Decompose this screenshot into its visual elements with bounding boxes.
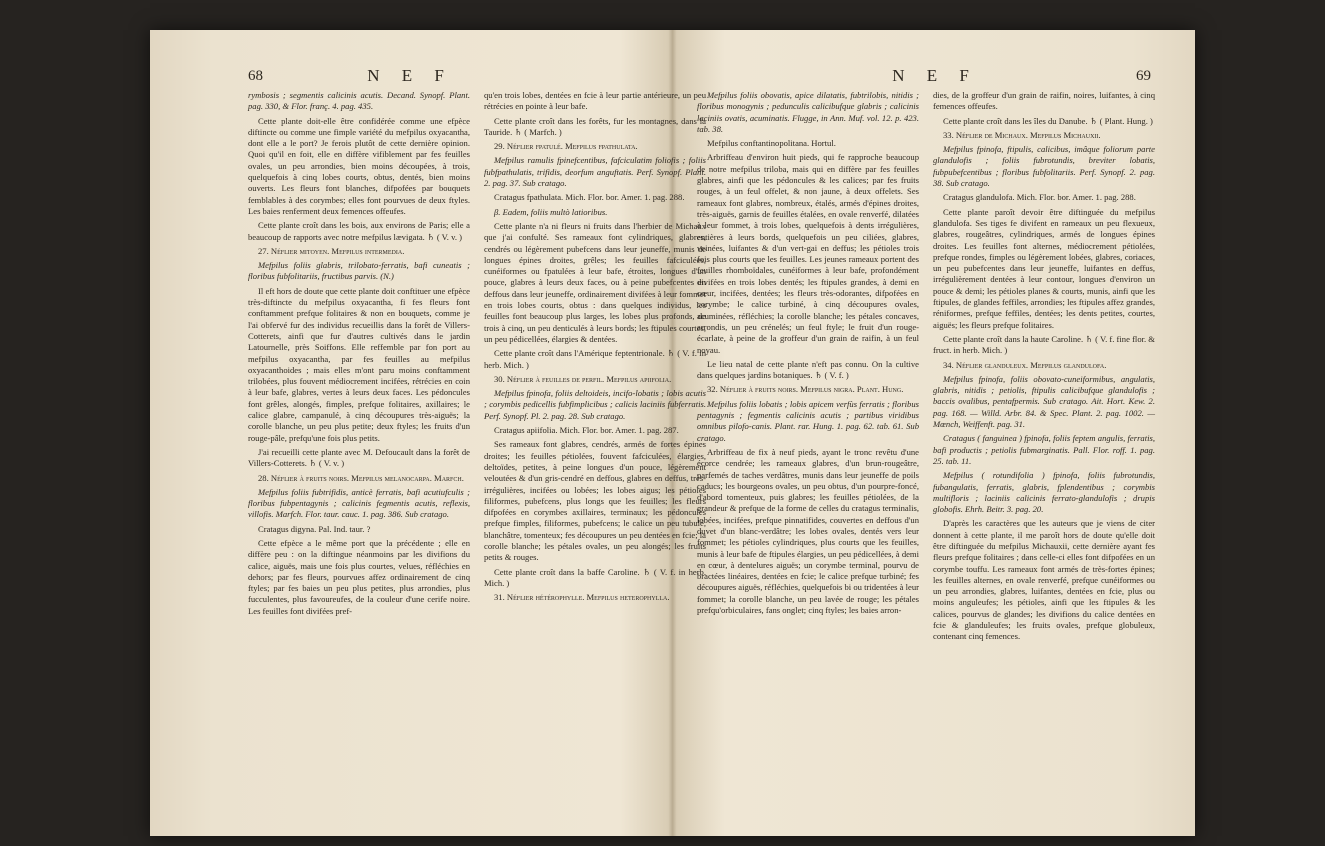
paragraph: Mefpilus ramulis fpinefcentibus, fafciculatim foliofis ; foliis fubfpathulatis, trifidis, deorfum anguftatis. Perf. Synopf. Plant. 2. pag. 37. Sub cratago. [484, 155, 706, 189]
paragraph: Cette plante croît dans l'Amérique feptentrionale. ♄ ( V. f. in herb. Mich. ) [484, 348, 706, 370]
paragraph: Cette plante croît dans la haute Caroline. ♄ ( V. f. fine flor. & fruct. in herb. Mich. ) [933, 333, 1155, 356]
paragraph: Cette plante croît dans la baffe Caroline. ♄ ( V. f. in herb. Mich. ) [484, 566, 706, 588]
paragraph: Cette plante croît dans les îles du Danube. ♄ ( Plant. Hung. ) [943, 115, 1153, 126]
paragraph: Mefpilus foliis fubtrifidis, anticè ferratis, bafi acutiufculis ; floribus fubpentagynis ; calicinis fegmentis acutis, reflexis, villofis. Marfch. Flor. taur. cauc. 1. pag. 386. Sub cratago. [248, 486, 470, 520]
paragraph: 30. Néflier à feuilles de perfil. Mefpilus apiifolia. [494, 373, 672, 384]
paragraph: Cratagus apiifolia. Mich. Flor. bor. Amer. 1. pag. 287. [494, 425, 679, 436]
paragraph: Mefpilus fpinofa, foliis deltoideis, incifo-lobatis ; lobis acutis ; corymbis pedicellis fubfimplicibus ; calicis laciniis fubferratis. Perf. Synopf. Pl. 2. pag. 28. Sub cratago. [484, 388, 706, 421]
paragraph: Cette plante paroît devoir être diftinguée du mefpilus glandulofa. Ses tiges fe divifent en rameaux un peu flexueux, glabres, rougeâtres, cylindriques, armés de longues épines droites. Les feuilles font alternes, médiocrement pétiolées, prefque rondes, fimples ou légèrement lobées, glabres, coriaces, un peu pubefcentes dans leur jeuneffe, luifantes en deffus, irrégulièrement dentées à leur contour, longues d'environ un pouce & demi; les pétioles planes & courts, munis, ainfi que les ftipules, de glandes feffiles, arrondies; les ftipules affez grandes, réniformes, prefque feffiles, dentées; les dents petites, courtes, aiguës; les fleurs prefque folitaires. [933, 206, 1155, 330]
paragraph: 31. Néflier hétérophylle. Mefpilus heterophylla. [494, 592, 670, 603]
paragraph: rymbosis ; segmentis calicinis acutis. Decand. Synopf. Plant. pag. 330, & Flor. franç. 4. pag. 435. [248, 90, 470, 112]
paragraph: Mefpilus foliis glabris, trilobato-ferratis, bafi cuneatis ; floribus fubfolitariis, fructibus parvis. (N.) [248, 260, 470, 282]
paragraph: Cette plante croît dans les bois, aux environs de Paris; elle a beaucoup de rapports avec notre mefpilus lævigata. ♄ ( V. v. ) [248, 220, 470, 242]
paragraph: Arbriffeau de fix à neuf pieds, ayant le tronc revêtu d'une écorce cendrée; les rameaux glabres, d'un brun-rougeâtre, parfemés de taches verdâtres, munis dans leur jeuneffe de poils caducs; les bourgeons ovales, un peu obtus, d'un pourpre-foncé, d'abord tomenteux, puis glabres; les feuilles pétiolées, de la grandeur & prefque de la forme de celles du cratagus terminalis, lobées, incifées, prefque pinnatifides, couvertes en deffous d'un duvet d'un blanc-verdâtre; les lobes ovales, dentés vers leur fommet; les pétioles cylindriques, plus courts que les feuilles, munis à leur bafe de ftipules élargies, un peu pédicellées, à demi en cœur, à dentelures aiguës; un corymbe terminal, pourvu de bractées linéaires, dentées en fcie; le calice prefque turbiné; fes découpures aiguës, réfléchies, quelquefois bi ou tridentées à leur fommet; la corolle blanche, un peu lavée de rouge; les pétales prefqu'orbiculaires, fans onglet; cinq ftyles; les baies arron- [697, 446, 919, 616]
paragraph: dies, de la groffeur d'un grain de raifin, noires, luifantes, à cinq femences offeufes. [933, 90, 1155, 112]
paragraph: 27. Néflier mitoyen. Mefpilus intermedia. [258, 245, 405, 256]
paragraph: Le lieu natal de cette plante n'eft pas connu. On la cultive dans quelques jardins botaniques. ♄ ( V. f. ) [697, 358, 919, 381]
right-page-column-2 [933, 90, 1155, 646]
paragraph: D'après les caractères que les auteurs que je viens de citer donnent à cette plante, il me paroît hors de doute qu'elle doit être diftinguée du mefpilus Michauxii, cette dernière ayant fes fleurs prefque folitaires ; dans celle-ci elles font difpofées en un corymbe touffu. Les rameaux font armés de très-fortes épines; les feuilles alternes, en ovale renverfé, prefque cunéiformes ou un peu arrondies, glabres, luifantes, dentées en fcie, plus ou moins anguleufes; les pétioles, ainfi que les ftipules & les calices, pourvus de glandes; les divifions du calice dentées en fcie & glanduleufes; les fruits ovales, prefque globuleux, contenant cinq femences. [933, 518, 1155, 642]
paragraph: Mefpilus ( rotundifolia ) fpinofa, foliis fubrotundis, fubangulatis, ferratis, glabris, fplendentibus ; corymbis multifloris ; laciniis calicinis ferrato-glandulofis ; drupis globofis. Ehrh. Beitr. 3. pag. 20. [933, 470, 1155, 515]
left-page-header [150, 66, 670, 90]
paragraph: Cratagus digyna. Pal. Ind. taur. ? [258, 523, 371, 534]
paragraph: Arbriffeau d'environ huit pieds, qui fe rapproche beaucoup de notre mefpilus triloba, mais qui en diffère par fes feuilles glabres, ainfi que les pédoncules & les calices; par fes fruits rouges, à un feul offelet, & non jaune, à deux offelets. Ses rameaux font glabres, nombreux, étalés, armés d'épines droites, très-aiguës, garnis de feuilles étalées, en ovale renverfé, dilatées à leur fommet, à trois lobes, quelquefois à dents irrégulières, entières à leurs bords, quelquefois un peu ciliées, glabres, veinées, luifantes & d'un vert-gai en deffus; les pétioles trois fois plus courts que les feuilles. Les jeunes rameaux portent des feuilles rhomboïdales, cunéiformes à leur bafe, profondément divifées en trois lobes dentés; les ftipules grandes, à demi en cœur, incifées, dentées; les fleurs très-odorantes, difpofées en corymbe; le calice turbiné, à cinq découpures ovales, acuminées, réfléchies; la corolle blanche; les pétales concaves, arrondis, un peu crénelés; un feul ftyle; le fruit d'un rouge-écarlate, à peine de la groffeur d'un grain de raifin, à un feul noyau. [697, 152, 919, 355]
right-page-number: 69 [1136, 68, 1151, 84]
paragraph: Mefpilus fpinofa, ftipulis, calicibus, imâque foliorum parte glandulofis ; foliis fubrotundis, breviter lobatis, fubpubefcentibus ; floribus fubfolitariis. Perf. Synopf. 2. pag. 38. Sub cratago. [933, 144, 1155, 189]
paragraph: Cette plante croît dans les forêts, fur les montagnes, dans la Tauride. ♄ ( Marfch. ) [484, 115, 706, 137]
paragraph: J'ai recueilli cette plante avec M. Defoucault dans la forêt de Villers-Cotterets. ♄ ( V. v. ) [248, 446, 470, 469]
right-page [675, 30, 1195, 836]
paragraph: Cratagus fpathulata. Mich. Flor. bor. Amer. 1. pag. 288. [494, 192, 685, 203]
left-page-column-1 [248, 90, 470, 620]
paragraph: 32. Néflier à fruits noirs. Mefpilus nigra. Plant. Hung. [707, 384, 904, 395]
right-page-header [675, 66, 1195, 90]
paragraph: 28. Néflier à fruits noirs. Mefpilus melanocarpa. Marfch. [258, 472, 464, 483]
paragraph: Mefpilus foliis lobatis ; lobis apicem verfùs ferratis ; floribus pentagynis ; fegmentis calicinis acutis ; partibus viridibus omnibus pilofo-canis. Plant. rar. Hung. 1. pag. 62. tab. 61. Sub cratago. [697, 398, 919, 443]
paragraph: qu'en trois lobes, dentées en fcie à leur partie antérieure, un peu rétrécies en pointe à leur bafe. [484, 90, 706, 112]
paragraph: Cratagus glandulofa. Mich. Flor. bor. Amer. 1. pag. 288. [943, 192, 1136, 203]
paragraph: Cette plante n'a ni fleurs ni fruits dans l'herbier de Michaux que j'ai confulté. Ses rameaux font cylindriques, glabres, cendrés ou légèrement pubefcens dans leur jeuneffe, munis de longues épines droites, grêles; les feuilles fafciculées, cunéiformes ou fpatulées à leur bafe, étroites, longues d'un pouce, glabres à leurs deux faces, ou à peine pubefcentes en deffous dans leur jeuneffe, ordinairement divifées à leur fommet en trois lobes courts, obtus : dans quelques individus, les feuilles font beaucoup plus larges, les lobes plus profonds, de trois à cinq, un peu denticulés à leurs bords; les ftipules courtes, un peu pédicellées, élargies & dentées. [484, 220, 706, 344]
left-page-column-2 [484, 90, 706, 606]
paragraph: Il eft hors de doute que cette plante doit conftituer une efpèce très-diftincte du mefpilus oxyacantha, fi fes fleurs font conftamment prefque folitaires & non en bouquets, comme je l'ai obfervé fur des individus recueillis dans la forêt de Villers-Cotterets, ainfi que fur d'autres cultivés dans le jardin Latournelle, près Soiffons. Elle reffemble par fon port au mefpilus oxyacantha, par fes feuilles au mefpilus oxyacanthoides ; mais elles m'ont paru moins conftamment trilobées, plus fouvent médiocrement incifées, rétrécies en coin à leur bafe, glabres, vertes à leurs deux faces. Les pédoncules font grêles, alongés, fimples, prefque folitaires, axillaires; le calice glabre, campanulé, à cinq découpures très-aiguës; la corolle blanche, un peu plus petite; deux ftyles; les fruits d'un rouge-pâle, prefqu'une fois plus petits. [248, 285, 470, 443]
paragraph: Mefpilus conftantinopolitana. Hortul. [707, 138, 836, 149]
left-page-number: 68 [248, 68, 263, 84]
paragraph: 34. Néflier glanduleux. Mefpilus glandulofa. [943, 359, 1107, 370]
paragraph: 29. Néflier fpatulé. Mefpilus fpathulata. [494, 141, 638, 152]
paragraph: Ses rameaux font glabres, cendrés, armés de fortes épines droites; les feuilles pétiolées, fouvent fafciculées, élargies, deltoïdes, petites, à peine longues d'un pouce, légèrement veloutées & d'un gris-cendré en deffous, glabres en deffus, très-irrégulières, incifées ou lobées; les lobes aigus; les pétioles filiformes, pubefcens, plus longs que les feuilles; les fleurs difpofées en corymbes axillaires, terminaux; les pédoncules prefque fimples, filiformes, pubefcens; le calice un peu tubulé, blanchâtre, tomenteux; fes découpures un peu dentées en fcie; la corolle blanche; les pétales ovales, un peu alongés; les fruits petits & rouges. [484, 439, 706, 563]
paragraph: Cette efpèce a le même port que la précédente ; elle en diffère peu : on la diftingue néanmoins par les divifions du calice, aiguës, mais une fois plus courtes, velues, réfléchies en dehors; par fes fleurs, pourvues affez ordinairement de cinq ftyles; par fes baies un peu plus petites, plus arrondies, plus fucculentes, plus favoureufes, de la couleur d'une cerife noire. Les feuilles font divifées pref- [248, 537, 470, 616]
paragraph: Cette plante doit-elle être confidérée comme une efpèce diftincte ou comme une fimple variété du mefpilus oxyacantha, dont elle a le port? Je ferois plutôt de cette dernière opinion. Quoi qu'il en foit, elle en diffère vifiblement par fes feuilles ovales, un peu arrondies, bien moins découpées, à trois, quelquefois à cinq lobes courts, obtus, dentés, bien moins ouverts. Les fleurs font blanches, difpofées par bouquets femblables à des corymbes; elles font pourvues de deux ftyles. Les baies renferment deux femences offeufes. [248, 115, 470, 216]
paragraph: Mefpilus fpinofa, foliis obovato-cuneiformibus, angulatis, glabris, nitidis ; petiolis, ftipulis calicibufque glandulofis ; baccis ovalibus, pentafpermis. Sub cratago. Ait. Hort. Kew. 2. pag. 168. — Willd. Arbr. 84. & Spec. Plant. 2. pag. 1002. — Mœnch, Weiffenft. pag. 31. [933, 373, 1155, 430]
paragraph: 33. Néflier de Michaux. Mefpilus Michauxii. [943, 129, 1101, 140]
right-page-column-1 [697, 90, 919, 619]
paragraph: β. Eadem, foliis multò latioribus. [494, 206, 608, 217]
paragraph: Mefpilus foliis obovatis, apice dilatatis, fubtrilobis, nitidis ; floribus monogynis ; pedunculis calicibufque glabris ; calicinis laciniis ovatis, acuminatis. Flugge, in Ann. Muf. vol. 12. p. 423. tab. 38. [697, 90, 919, 134]
book-spread [150, 30, 1195, 836]
left-page [150, 30, 706, 836]
left-page-running-title: N E F [367, 66, 453, 85]
right-page-running-title: N E F [892, 66, 978, 85]
paragraph: Cratagus ( fanguinea ) fpinofa, foliis feptem angulis, ferratis, bafi productis ; petiolis fubmarginatis. Pall. Flor. roff. 1. pag. 25. tab. 11. [933, 433, 1155, 466]
